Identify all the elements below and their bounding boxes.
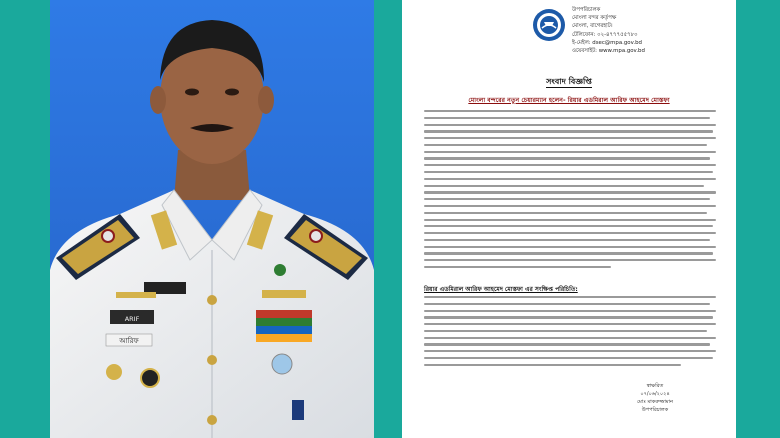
header-line: টেলিফোন: ০২-৪৭৭৭৫৫৭৮০: [572, 31, 638, 38]
bio-sub-heading: রিয়ার এডমিরাল আরিফ আহমেদ মোস্তফা এর সংক্ষিপ্ত পরিচিতি:: [424, 286, 578, 293]
press-release-document: [402, 0, 736, 438]
signature-line: মোঃ মাকরুজ্জামান: [637, 399, 673, 405]
document-headline: মোংলা বন্দরের নতুন চেয়ারম্যান হলেন- রিয়ার এডমিরাল আরিফ আহমেদ মোস্তফা: [468, 97, 670, 104]
document-header: [572, 6, 732, 55]
header-line: মোংলা বন্দর কর্তৃপক্ষ: [572, 15, 617, 22]
signature-line: স্বাক্ষরিত: [646, 383, 664, 389]
bio-paragraph: [424, 296, 716, 371]
name-tag-bn: আরিফ: [119, 337, 139, 345]
document-title: সংবাদ বিজ্ঞপ্তি: [546, 77, 592, 86]
signature-line: উপপরিচালক: [641, 407, 669, 413]
header-line: মোংলা, বাগেরহাট।: [572, 23, 613, 30]
name-tag: ARIF: [124, 315, 140, 323]
port-authority-logo-icon: [532, 8, 566, 42]
header-line: উপপরিচালক: [572, 7, 601, 13]
signature-line: ০৭/০৬/২০২৪: [640, 391, 670, 397]
body-paragraph: [424, 110, 716, 273]
header-line: ওয়েবসাইট: www.mpa.gov.bd: [572, 48, 645, 55]
header-line: ই-মেইল: dsec@mpa.gov.bd: [572, 39, 642, 46]
title-underline: [546, 87, 592, 88]
signature-block: [600, 382, 710, 414]
portrait-photo: [50, 0, 374, 438]
